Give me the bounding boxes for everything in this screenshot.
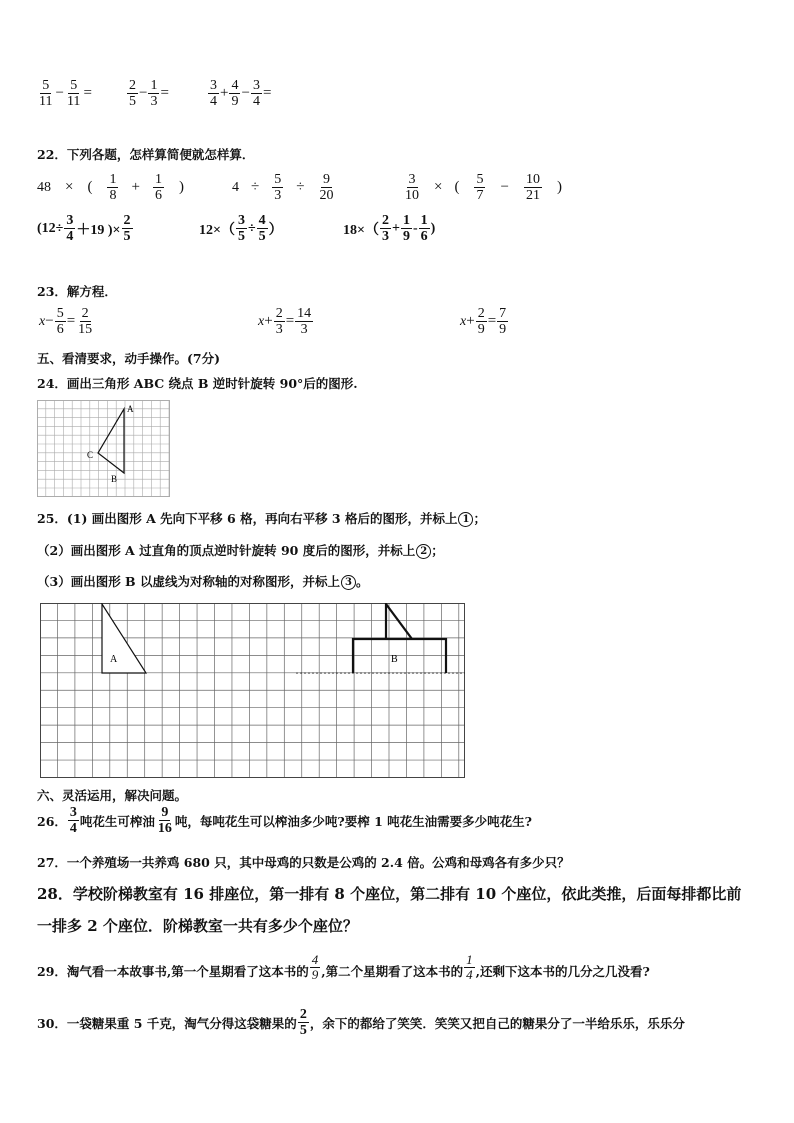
fraction: $\frac{5}{11}$: [66, 78, 81, 110]
q22-expr-5: 12×（ $\frac{3}{5}$ ÷ $\frac{4}{5}$ ）: [199, 213, 283, 245]
q22-title: 22．下列各题，怎样算简便就怎样算．: [37, 147, 255, 162]
q27: 27．一个养殖场一共养鸡 680 只，其中母鸡的只数是公鸡的 2.4 倍。公鸡和母鸡各有多少只？: [37, 855, 570, 870]
fraction: $\frac{4}{5}$: [258, 213, 266, 245]
fraction: $\frac{2}{3}$: [275, 306, 283, 338]
q22-expr-4: (12÷ $\frac{3}{4}$ ＋19 )× $\frac{2}{5}$: [37, 213, 131, 245]
circled-number: 1: [458, 512, 473, 527]
fraction: $\frac{1}{9}$: [402, 213, 410, 245]
fraction: $\frac{2}{5}$: [129, 78, 136, 110]
fraction: $\frac{4}{9}$: [311, 952, 319, 983]
q24-title: 24．画出三角形 ABC 绕点 B 逆时针旋转 90°后的图形.: [37, 376, 358, 391]
fraction: $\frac{9}{16}$: [157, 805, 172, 837]
circled-number: 3: [341, 575, 356, 590]
triangle-abc: [98, 409, 124, 473]
expr-top-1: $\frac{5}{11}$ − $\frac{5}{11}$ =: [39, 78, 92, 110]
fraction: $\frac{3}{5}$: [237, 213, 245, 245]
q25-grid-figure: [40, 603, 465, 778]
expr-top-2: $\frac{2}{5}$ − $\frac{1}{3}$ =: [129, 78, 169, 110]
circled-number: 2: [416, 544, 431, 559]
fraction: $\frac{1}{6}$: [154, 172, 162, 204]
fraction: $\frac{4}{9}$: [231, 78, 239, 110]
q26: 26． $\frac{3}{4}$ 吨花生可榨油 $\frac{9}{16}$ 吨，每吨花生可以榨油多少吨?要榨 1 吨花生油需要多少吨花生?: [37, 805, 532, 837]
q25-line-1: 25．(1) 画出图形 A 先向下平移 6 格，再向右平移 3 格后的图形，并标上 1 ；: [37, 511, 486, 526]
fraction: $\frac{3}{4}$: [252, 78, 260, 110]
q23-eq-1: x − $\frac{5}{6}$ = $\frac{2}{15}$: [39, 306, 93, 338]
q22-expr-6: 18×（ $\frac{2}{3}$ + $\frac{1}{9}$ - $\frac{1}{6}$ ): [343, 213, 436, 245]
q22-expr-3: $\frac{3}{10}$ × ( $\frac{5}{7}$ − $\frac{10}{21}$ ): [405, 172, 562, 204]
shape-b: [353, 604, 446, 673]
q28-line-1: 28．学校阶梯教室有 16 排座位，第一排有 8 个座位，第二排有 10 个座位，依此类推，后面每排都比前: [37, 885, 742, 903]
label-c: C: [87, 450, 94, 460]
fraction: $\frac{3}{10}$: [405, 172, 419, 204]
q28-line-2: 一排多 2 个座位．阶梯教室一共有多少个座位？: [37, 917, 358, 935]
section-6-heading: 六、灵活运用，解决问题。: [37, 788, 188, 803]
q29: 29．淘气看一本故事书,第一个星期看了这本书的 $\frac{4}{9}$ ,第二个星期看了这本书的 $\frac{1}{4}$ ,还剩下这本书的几分之几没看?: [37, 952, 650, 983]
fraction: $\frac{10}{21}$: [525, 172, 540, 204]
q22-expr-1: 48 × ( $\frac{1}{8}$ + $\frac{1}{6}$ ): [37, 172, 184, 204]
fraction: $\frac{2}{15}$: [78, 306, 93, 338]
label-a: A: [127, 404, 134, 414]
q24-grid-figure: [37, 400, 170, 497]
q30: 30．一袋糖果重 5 千克，淘气分得这袋糖果的 $\frac{2}{5}$ ，余下的都给了笑笑．笑笑又把自己的糖果分了一半给乐乐，乐乐分: [37, 1007, 685, 1039]
fraction: $\frac{1}{4}$: [466, 952, 473, 983]
fraction: $\frac{1}{3}$: [150, 78, 158, 110]
fraction: $\frac{2}{5}$: [123, 213, 131, 245]
fraction: $\frac{1}{6}$: [420, 213, 428, 245]
q24-grid: [38, 401, 170, 497]
q22-expr-2: 4 ÷ $\frac{5}{3}$ ÷ $\frac{9}{20}$: [232, 172, 334, 204]
label-shape-a: A: [110, 654, 118, 665]
fraction: $\frac{1}{8}$: [109, 172, 117, 204]
fraction: $\frac{2}{5}$: [299, 1007, 307, 1039]
q23-title: 23．解方程．: [37, 284, 117, 299]
fraction: $\frac{9}{20}$: [319, 172, 334, 204]
fraction: $\frac{5}{6}$: [56, 306, 64, 338]
section-5-heading: 五、看清要求，动手操作。(7分): [37, 351, 221, 366]
q23-eq-2: x + $\frac{2}{3}$ = $\frac{14}{3}$: [258, 306, 312, 338]
fraction: $\frac{2}{9}$: [477, 306, 485, 338]
fraction: $\frac{5}{11}$: [39, 78, 53, 110]
label-b: B: [111, 474, 118, 484]
fraction: $\frac{3}{4}$: [66, 213, 74, 245]
expr-top-3: $\frac{3}{4}$ + $\frac{4}{9}$ − $\frac{3}{4}$ =: [210, 78, 272, 110]
q25-line-3: （3）画出图形 B 以虚线为对称轴的对称图形，并标上 3 。: [37, 574, 369, 589]
fraction: $\frac{14}{3}$: [297, 306, 312, 338]
fraction: $\frac{5}{7}$: [476, 172, 484, 204]
fraction: $\frac{3}{4}$: [210, 78, 217, 110]
fraction: $\frac{5}{3}$: [274, 172, 282, 204]
shape-a: [102, 604, 146, 673]
fraction: $\frac{2}{3}$: [381, 213, 389, 245]
q25-line-2: （2）画出图形 A 过直角的顶点逆时针旋转 90 度后的图形，并标上 2 ；: [37, 543, 444, 558]
q23-eq-3: x + $\frac{2}{9}$ = $\frac{7}{9}$: [460, 306, 507, 338]
fraction: $\frac{3}{4}$: [69, 805, 77, 837]
label-shape-b: B: [391, 654, 398, 665]
fraction: $\frac{7}{9}$: [499, 306, 507, 338]
